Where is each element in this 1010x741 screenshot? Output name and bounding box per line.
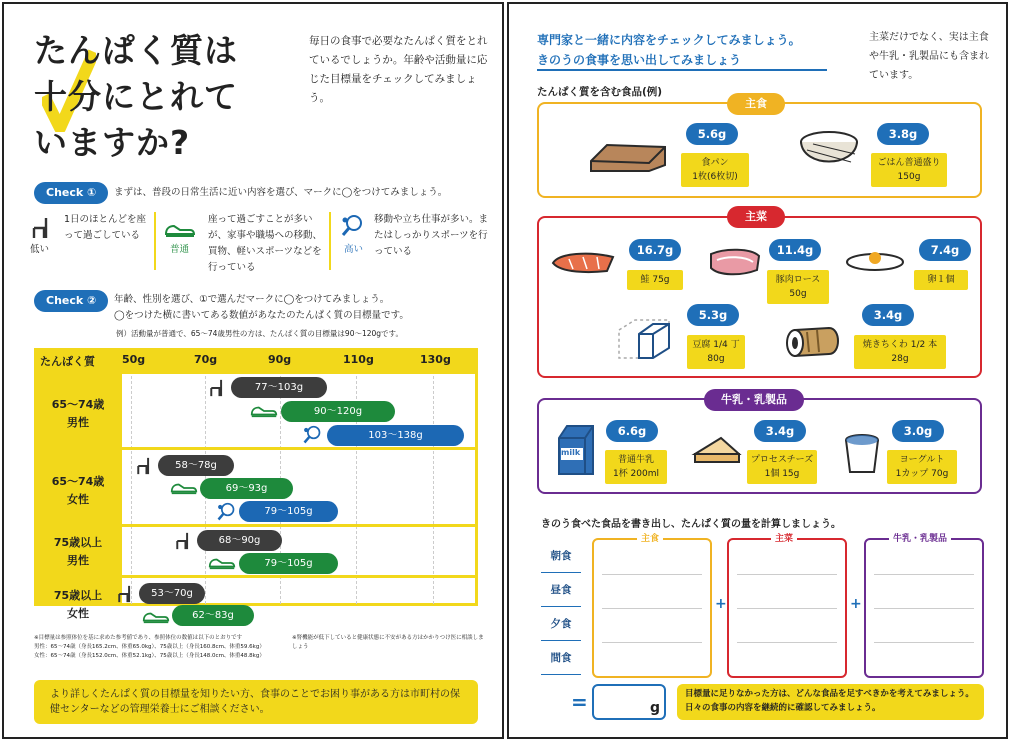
food-label: 食パン 1枚(6枚切) [681, 153, 749, 187]
level-low-desc: 1日のほとんどを座って過ごしている [64, 214, 147, 241]
gram-badge: 3.8g [877, 123, 929, 145]
chair-icon [30, 216, 52, 240]
target-bar: 79〜105g [239, 501, 338, 522]
food-label: 卵１個 [914, 270, 968, 290]
group-label: 75歳以上 女性 [53, 589, 103, 620]
foods-label: たんぱく質を含む食品(例) [537, 86, 663, 98]
level-low-label: 低い [30, 244, 50, 255]
check2-badge: Check ② [34, 290, 108, 312]
intro-text: 毎日の食事で必要なたんぱく質をとれているでしょうか。年齢や活動量に応じた目標量をチェックしてみましょう。 [309, 35, 488, 104]
gram-badge: 11.4g [769, 239, 821, 261]
scale-label: 50g [122, 353, 146, 366]
egg-icon [844, 249, 906, 273]
food-label: ヨーグルト 1カップ 70g [887, 450, 957, 484]
target-bar: 79〜105g [239, 553, 338, 574]
group-label: 75歳以上 男性 [53, 536, 103, 567]
food-label: 豚肉ロース 50g [767, 270, 829, 304]
target-bar: 68〜90g [197, 530, 282, 551]
target-bar: 62〜83g [172, 605, 254, 626]
meal-label: 夕食 [550, 618, 572, 630]
gram-badge: 3.0g [892, 420, 944, 442]
footnote: ※目標量は参照体位を基に求めた参考値であり、参照体位の数値は以下のとおりです 男性：65〜74歳（身長165.2cm、体重65.0kg）、75歳以上（身長160.8cm、体重59.6kg） 女性：65〜74歳（身長152.0cm、体重52.1kg）、75歳以上（身長148.0cm、体重48.8kg） [34, 635, 265, 659]
col-label: 主食 [637, 531, 663, 544]
target-bar: 103〜138g [327, 425, 464, 446]
chair-icon [174, 531, 192, 551]
page-title: たんぱく質は十分にとれていますか? [34, 31, 238, 162]
food-label: ごはん普通盛り 150g [871, 153, 947, 187]
chair-icon [135, 456, 153, 476]
col-label: 牛乳・乳製品 [889, 531, 951, 544]
food-label: プロセスチーズ 1個 15g [747, 450, 817, 484]
shoe-icon [142, 610, 170, 624]
food-label: 豆腐 1/4 丁 80g [687, 335, 745, 369]
rice-bowl-icon [797, 128, 861, 180]
level-high-desc: 移動や立ち仕事が多い。またはしっかりスポーツを行っている [374, 214, 489, 257]
shoe-icon [250, 404, 278, 418]
cheese-icon [691, 434, 743, 464]
plus-sign: + [850, 596, 862, 612]
main-header: 主菜 [727, 206, 785, 228]
check2-example: 例）活動量が普通で、65〜74歳男性の方は、たんぱく質の目標量は90〜120gです。 [116, 329, 403, 338]
level-normal-label: 普通 [170, 244, 190, 255]
check1-text: まずは、普段の日常生活に近い内容を選び、マークに◯をつけてみましょう。 [114, 187, 448, 198]
right-page [507, 2, 1008, 739]
dairy-header: 牛乳・乳製品 [704, 389, 804, 411]
food-label: 鮭 75g [627, 270, 683, 290]
gram-badge: 3.4g [862, 304, 914, 326]
check1-badge: Check ① [34, 182, 108, 204]
racket-icon [216, 502, 236, 522]
shoe-icon [164, 222, 196, 238]
scale-label: 90g [268, 353, 292, 366]
gram-badge: 16.7g [629, 239, 681, 261]
target-bar: 77〜103g [231, 377, 327, 398]
milk-text: milk [561, 448, 581, 457]
level-high-label: 高い [344, 244, 364, 255]
group-label: 65〜74歳 男性 [51, 398, 105, 429]
target-bar: 53〜70g [139, 583, 205, 604]
pork-icon [705, 246, 763, 278]
table-header: たんぱく質 [40, 355, 95, 368]
chair-icon [208, 378, 226, 398]
yogurt-icon [843, 432, 881, 476]
target-bar: 90〜120g [281, 401, 395, 422]
check2-text1: 年齢、性別を選び、①で選んだマークに◯をつけてみましょう。 [114, 294, 390, 305]
gram-badge: 5.3g [687, 304, 739, 326]
salmon-icon [549, 249, 617, 275]
target-bar: 69〜93g [200, 478, 293, 499]
scale-label: 110g [343, 353, 374, 366]
footnote: ※腎機能が低下していると健康状態に不安がある方はかかりつけ医に相談しましょう [292, 635, 484, 650]
staple-input-box[interactable] [592, 538, 712, 678]
shoe-icon [170, 481, 198, 495]
target-bar: 58〜78g [158, 455, 234, 476]
level-normal-desc: 座って過ごすことが多いが、家事や職場への移動、買物、軽いスポーツなどを行っている [208, 214, 323, 273]
tofu-icon [615, 314, 673, 360]
chair-icon [116, 584, 134, 604]
check2-text2: ◯をつけた横に書いてある数値があなたのたんぱく質の目標量です。 [114, 310, 409, 321]
consult-banner: より詳しくたんぱく質の目標量を知りたい方、食事のことでお困り事がある方は市町村の保健センターなどの管理栄養士にご相談ください。 [34, 680, 478, 724]
left-page [2, 2, 504, 739]
bread-icon [587, 139, 669, 175]
scale-label: 70g [194, 353, 218, 366]
note-text: 主菜だけでなく、実は主食や牛乳・乳製品にも含まれています。 [869, 32, 989, 81]
racket-icon [302, 425, 322, 445]
meal-label: 間食 [550, 652, 572, 664]
plus-sign: + [715, 596, 727, 612]
col-label: 主菜 [771, 531, 797, 544]
calc-title: きのう食べた食品を書き出し、たんぱく質の量を計算しましょう。 [541, 519, 841, 530]
gram-badge: 6.6g [606, 420, 658, 442]
gram-badge: 5.6g [686, 123, 738, 145]
right-heading: 専門家と一緒に内容をチェックしてみましょう。 きのうの食事を思い出してみましょう [537, 33, 801, 67]
advice-banner: 目標量に足りなかった方は、どんな食品を足すべきかを考えてみましょう。日々の食事の内容を継続的に確認してみましょう。 [677, 684, 984, 720]
chikuwa-icon [781, 322, 847, 360]
main-input-box[interactable] [727, 538, 847, 678]
staple-header: 主食 [727, 93, 785, 115]
equals-sign: = [571, 690, 588, 714]
meal-label: 朝食 [550, 550, 572, 562]
dairy-input-box[interactable] [864, 538, 984, 678]
meal-label: 昼食 [550, 584, 572, 596]
gram-badge: 7.4g [919, 239, 971, 261]
food-label: 焼きちくわ 1/2 本 28g [854, 335, 946, 369]
gram-badge: 3.4g [754, 420, 806, 442]
scale-label: 130g [420, 353, 451, 366]
food-label: 普通牛乳 1杯 200ml [605, 450, 667, 484]
unit-label: g [650, 700, 661, 716]
shoe-icon [208, 556, 236, 570]
racket-icon [340, 214, 364, 238]
group-label: 65〜74歳 女性 [51, 475, 105, 506]
